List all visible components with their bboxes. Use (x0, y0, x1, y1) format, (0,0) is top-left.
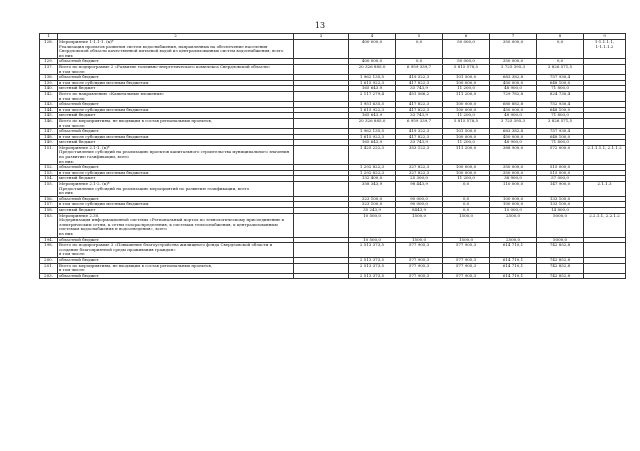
total-cell: 132 400,0 (349, 176, 396, 182)
row-text-cell: областной бюджет (58, 165, 294, 171)
target-code-cell (584, 64, 626, 74)
total-cell: 1 951 635,5 (349, 102, 396, 108)
year2-cell: 0,0 (443, 208, 490, 214)
row-number-cell: 144. (40, 107, 58, 113)
year3-cell: 110 000,0 (490, 182, 537, 197)
year1-cell: 417 822,3 (396, 107, 443, 113)
year2-cell: 100 000,0 (443, 80, 490, 86)
year4-cell: 3 826 571,5 (537, 118, 584, 128)
total-cell: 2 513 373,5 (349, 263, 396, 273)
year4-cell: 133 100,0 (537, 202, 584, 208)
year1-cell: 0,0 (396, 59, 443, 65)
year1-cell: 90 000,0 (396, 196, 443, 202)
row-number-cell: 194. (40, 237, 58, 243)
row-text-cell: областной бюджет (58, 257, 294, 263)
year1-cell: 577 905,3 (396, 273, 443, 279)
year2-cell: 100 000,0 (443, 107, 490, 113)
column-header: 4 (349, 34, 396, 40)
target-code-cell: 2.1.1.3 (584, 182, 626, 197)
year1-cell: 33 743,9 (396, 140, 443, 146)
total-cell: 358 343,9 (349, 182, 396, 197)
row-text-cell: местный бюджет (58, 176, 294, 182)
row-number-cell: 142. (40, 91, 58, 101)
year1-cell: 419 322,3 (396, 75, 443, 81)
year1-cell: 327 822,3 (396, 170, 443, 176)
year3-cell: 350 000,0 (490, 165, 537, 171)
col3-cell (294, 91, 349, 101)
row-number-cell: 143. (40, 102, 58, 108)
row-number-cell: 129. (40, 59, 58, 65)
col3-cell (294, 263, 349, 273)
row-text-cell: местный бюджет (58, 86, 294, 92)
total-cell: 165 643,9 (349, 140, 396, 146)
year4-cell: 757 930,4 (537, 129, 584, 135)
total-cell: 20 326 885,0 (349, 64, 396, 74)
year2-cell: 101 500,0 (443, 75, 490, 81)
year1-cell: 6 959 339,7 (396, 64, 443, 74)
row-text-cell: местный бюджет (58, 140, 294, 146)
year4-cell: 648 100,0 (537, 80, 584, 86)
table-body (40, 40, 626, 279)
year4-cell: 14 800,0 (537, 208, 584, 214)
year3-cell: 350 000,0 (490, 170, 537, 176)
column-header: 5 (396, 34, 443, 40)
row-text-cell: Мероприятие 1-1.1-1. (к)* Реализация проектов развития систем водоснабжения, направленных на обеспечение населения Свердловской области качественной питьевой водой из централизованных систем водоснабжения, всего из них (58, 40, 294, 59)
row-text-cell: областной бюджет (58, 75, 294, 81)
col3-cell (294, 145, 349, 164)
target-code-cell (584, 91, 626, 101)
year3-cell: 680 882,8 (490, 102, 537, 108)
year4-cell: 5000,0 (537, 213, 584, 237)
year3-cell: 614 710,1 (490, 243, 537, 258)
year1-cell: 98 443,9 (396, 182, 443, 197)
year1-cell: 577 905,3 (396, 257, 443, 263)
table-row (40, 213, 626, 237)
target-code-cell: 2.2.1.1, 2.2.1.2 (584, 213, 626, 237)
total-cell: 1 962 135,5 (349, 75, 396, 81)
year4-cell: 0,0 (537, 40, 584, 59)
year1-cell: 417 822,3 (396, 134, 443, 140)
total-cell: 35 243,9 (349, 208, 396, 214)
year3-cell: 683 382,8 (490, 129, 537, 135)
total-cell: 1 615 922,3 (349, 107, 396, 113)
year4-cell: 648 100,0 (537, 134, 584, 140)
row-text-cell: областной бюджет (58, 237, 294, 243)
row-number-cell: 153. (40, 170, 58, 176)
row-text-cell: Мероприятие 2.1-1. (к)* Предоставление субсидий на реализацию проектов капитального строительства муниципального значения по развитию газификации, всего из них: (58, 145, 294, 164)
year2-cell: 11 200,0 (443, 113, 490, 119)
column-header: 8 (537, 34, 584, 40)
col3-cell (294, 243, 349, 258)
row-text-cell: местный бюджет (58, 113, 294, 119)
row-text-cell: в том числе субсидии местным бюджетам (58, 170, 294, 176)
table-row (40, 263, 626, 273)
year4-cell: 515 000,0 (537, 170, 584, 176)
total-cell: 323 100,0 (349, 196, 396, 202)
year4-cell: 71 800,0 (537, 140, 584, 146)
row-number-cell: 156. (40, 196, 58, 202)
table-row (40, 182, 626, 197)
row-number-cell: 158. (40, 208, 58, 214)
year3-cell: 2500,0 (490, 213, 537, 237)
year1-cell: 6 959 339,7 (396, 118, 443, 128)
year4-cell: 71 800,0 (537, 86, 584, 92)
target-code-cell (584, 263, 626, 273)
col3-cell (294, 40, 349, 59)
year3-cell: 3 725 395,3 (490, 118, 537, 128)
year2-cell: 11 200,0 (443, 176, 490, 182)
year1-cell: 353 122,3 (396, 145, 443, 164)
year1-cell: 1500,0 (396, 237, 443, 243)
total-cell: 323 100,0 (349, 202, 396, 208)
year3-cell: 729 782,8 (490, 91, 537, 101)
row-text-cell: областной бюджет (58, 129, 294, 135)
row-number-cell: 203. (40, 273, 58, 279)
year1-cell: 577 905,3 (396, 263, 443, 273)
year2-cell: 111 200,0 (443, 145, 490, 164)
table-row (40, 145, 626, 164)
year2-cell: 5 815 578,5 (443, 118, 490, 128)
total-cell: 10 500,0 (349, 237, 396, 243)
year2-cell: 5 815 578,5 (443, 64, 490, 74)
year3-cell: 450 000,0 (490, 134, 537, 140)
year4-cell: 742 852,8 (537, 263, 584, 273)
year3-cell: 48 900,0 (490, 113, 537, 119)
year1-cell: 327 822,3 (396, 165, 443, 171)
row-number-cell: 138. (40, 75, 58, 81)
column-header: 1 (40, 34, 58, 40)
year2-cell: 577 905,3 (443, 263, 490, 273)
row-number-cell: 128. (40, 40, 58, 59)
row-text-cell: Всего по подпрограмме 2 «Развитие топливно-энергетического комплекса Свердловской области» в том числе: (58, 64, 294, 74)
year2-cell: 100 000,0 (443, 170, 490, 176)
row-number-cell: 140. (40, 86, 58, 92)
year3-cell: 350 000,0 (490, 40, 537, 59)
year3-cell: 100 000,0 (490, 196, 537, 202)
col3-cell (294, 64, 349, 74)
total-cell: 1 615 922,3 (349, 134, 396, 140)
total-cell: 1 292 822,3 (349, 165, 396, 171)
target-code-cell (584, 243, 626, 258)
year1-cell: 417 822,3 (396, 102, 443, 108)
row-number-cell: 154. (40, 176, 58, 182)
year2-cell: 0,0 (443, 182, 490, 197)
table-row (40, 118, 626, 128)
row-text-cell: в том числе субсидии местным бюджетам (58, 107, 294, 113)
year3-cell: 388 900,0 (490, 145, 537, 164)
year1-cell: 0,0 (396, 40, 443, 59)
year4-cell: 147 900,0 (537, 182, 584, 197)
total-cell: 1 615 922,3 (349, 80, 396, 86)
row-text-cell: Всего по мероприятиям, не входящим в состав региональных проектов, в том числе: (58, 263, 294, 273)
target-code-cell: 1-1.1.1.1, 1-1.1.1.2 (584, 40, 626, 59)
year3-cell: 48 900,0 (490, 86, 537, 92)
year1-cell: 33 743,9 (396, 86, 443, 92)
col3-cell (294, 273, 349, 279)
total-cell: 1 962 135,5 (349, 129, 396, 135)
year3-cell: 48 900,0 (490, 140, 537, 146)
year4-cell: 5000,0 (537, 237, 584, 243)
year2-cell: 100 000,0 (443, 134, 490, 140)
row-text-cell: Всего по направлению «Капитальные вложения» в том числе: (58, 91, 294, 101)
page-number: 13 (314, 21, 326, 30)
row-text-cell: Всего по подпрограмме 3 «Повышение благоустройства жилищного фонда Свердловской области и создание благоприятной среды проживания граждан» в том числе: (58, 243, 294, 258)
year3-cell: 350 000,0 (490, 59, 537, 65)
row-number-cell: 183. (40, 213, 58, 237)
year3-cell: 10 000,0 (490, 208, 537, 214)
year2-cell: 577 905,3 (443, 243, 490, 258)
year4-cell: 133 100,0 (537, 196, 584, 202)
row-number-cell: 137. (40, 64, 58, 74)
col3-cell (294, 213, 349, 237)
year1-cell: 417 822,3 (396, 80, 443, 86)
year4-cell: 71 800,0 (537, 113, 584, 119)
total-cell: 165 643,9 (349, 113, 396, 119)
year4-cell: 0,0 (537, 59, 584, 65)
year3-cell: 3 725 395,3 (490, 64, 537, 74)
year1-cell: 8443,9 (396, 208, 443, 214)
year2-cell: 0,0 (443, 196, 490, 202)
year3-cell: 614 710,1 (490, 257, 537, 263)
year3-cell: 450 000,0 (490, 107, 537, 113)
year1-cell: 33 743,9 (396, 113, 443, 119)
col3-cell (294, 182, 349, 197)
total-cell: 400 000,0 (349, 40, 396, 59)
year2-cell: 11 200,0 (443, 140, 490, 146)
row-number-cell: 147. (40, 129, 58, 135)
row-number-cell: 155. (40, 182, 58, 197)
year4-cell: 824 730,4 (537, 91, 584, 101)
total-cell: 2 117 279,4 (349, 91, 396, 101)
total-cell: 2 513 373,5 (349, 243, 396, 258)
total-cell: 165 643,9 (349, 86, 396, 92)
target-code-cell: 2.1.1.1.1, 2.1.1.2 (584, 145, 626, 164)
year4-cell: 742 852,8 (537, 273, 584, 279)
year1-cell: 577 905,3 (396, 243, 443, 258)
row-text-cell: областной бюджет (58, 59, 294, 65)
year2-cell: 1500,0 (443, 213, 490, 237)
total-cell: 1 292 822,3 (349, 170, 396, 176)
year4-cell: 752 930,4 (537, 102, 584, 108)
row-number-cell: 139. (40, 80, 58, 86)
year3-cell: 450 000,0 (490, 80, 537, 86)
row-number-cell: 151. (40, 145, 58, 164)
year4-cell: 648 100,0 (537, 107, 584, 113)
year1-cell: 25 300,0 (396, 176, 443, 182)
table-row (40, 91, 626, 101)
row-text-cell: в том числе субсидии местным бюджетам (58, 202, 294, 208)
year4-cell: 515 000,0 (537, 165, 584, 171)
row-number-cell: 146. (40, 118, 58, 128)
total-cell: 400 000,0 (349, 59, 396, 65)
row-number-cell: 148. (40, 134, 58, 140)
year3-cell: 38 900,0 (490, 176, 537, 182)
year2-cell: 0,0 (443, 202, 490, 208)
row-text-cell: Мероприятие 2.1-2. (к)* Предоставление субсидий на реализацию мероприятий по развитию газификации, всего из них (58, 182, 294, 197)
row-text-cell: Мероприятие 2.30. Модернизация информационной системы «Региональный портал по технологическому присоединению к электрическим сетям, к сетям газораспределения, к системам теплоснабжения, к централизованным системам водоснабжения и водоотведения», всего из них (58, 213, 294, 237)
table-row (40, 243, 626, 258)
total-cell: 2 513 373,5 (349, 273, 396, 279)
target-code-cell (584, 118, 626, 128)
year3-cell: 2500,0 (490, 237, 537, 243)
row-number-cell: 200. (40, 257, 58, 263)
column-header: 2 (58, 34, 294, 40)
year1-cell: 90 000,0 (396, 202, 443, 208)
row-number-cell: 201. (40, 263, 58, 273)
year2-cell: 101 500,0 (443, 129, 490, 135)
row-number-cell: 145. (40, 113, 58, 119)
row-text-cell: Всего по мероприятиям, не входящим в состав региональных проектов, в том числе: (58, 118, 294, 128)
year2-cell: 111 200,0 (443, 91, 490, 101)
col3-cell (294, 118, 349, 128)
table-row (40, 273, 626, 279)
year4-cell: 742 852,8 (537, 257, 584, 263)
row-text-cell: местный бюджет (58, 208, 294, 214)
year4-cell: 742 852,8 (537, 243, 584, 258)
year4-cell: 757 930,4 (537, 75, 584, 81)
column-header: 7 (490, 34, 537, 40)
year2-cell: 50 000,0 (443, 40, 490, 59)
table-row (40, 64, 626, 74)
year2-cell: 577 905,3 (443, 273, 490, 279)
row-number-cell: 157. (40, 202, 58, 208)
year3-cell: 683 382,8 (490, 75, 537, 81)
year1-cell: 419 322,3 (396, 129, 443, 135)
total-cell: 10 500,0 (349, 213, 396, 237)
row-text-cell: областной бюджет (58, 196, 294, 202)
target-code-cell (584, 273, 626, 279)
row-text-cell: областной бюджет (58, 273, 294, 279)
year3-cell: 614 710,1 (490, 263, 537, 273)
year2-cell: 11 200,0 (443, 86, 490, 92)
row-number-cell: 152. (40, 165, 58, 171)
year4-cell: 572 000,0 (537, 145, 584, 164)
year2-cell: 100 000,0 (443, 102, 490, 108)
year2-cell: 100 000,0 (443, 165, 490, 171)
year3-cell: 614 710,1 (490, 273, 537, 279)
column-header: 6 (443, 34, 490, 40)
column-header: 9 (584, 34, 626, 40)
year4-cell: 57 000,0 (537, 176, 584, 182)
row-number-cell: 198. (40, 243, 58, 258)
budget-table (39, 33, 626, 279)
column-header: 3 (294, 34, 349, 40)
row-text-cell: в том числе субсидии местным бюджетам (58, 134, 294, 140)
row-number-cell: 149. (40, 140, 58, 146)
year2-cell: 50 000,0 (443, 59, 490, 65)
year4-cell: 3 826 571,5 (537, 64, 584, 74)
row-text-cell: в том числе субсидии местным бюджетам (58, 80, 294, 86)
total-cell: 20 326 885,0 (349, 118, 396, 128)
year3-cell: 100 000,0 (490, 202, 537, 208)
year2-cell: 577 905,3 (443, 257, 490, 263)
year2-cell: 1500,0 (443, 237, 490, 243)
total-cell: 1 425 222,3 (349, 145, 396, 164)
total-cell: 2 513 373,5 (349, 257, 396, 263)
table-row (40, 40, 626, 59)
year1-cell: 451 566,2 (396, 91, 443, 101)
row-text-cell: областной бюджет (58, 102, 294, 108)
year1-cell: 1500,0 (396, 213, 443, 237)
